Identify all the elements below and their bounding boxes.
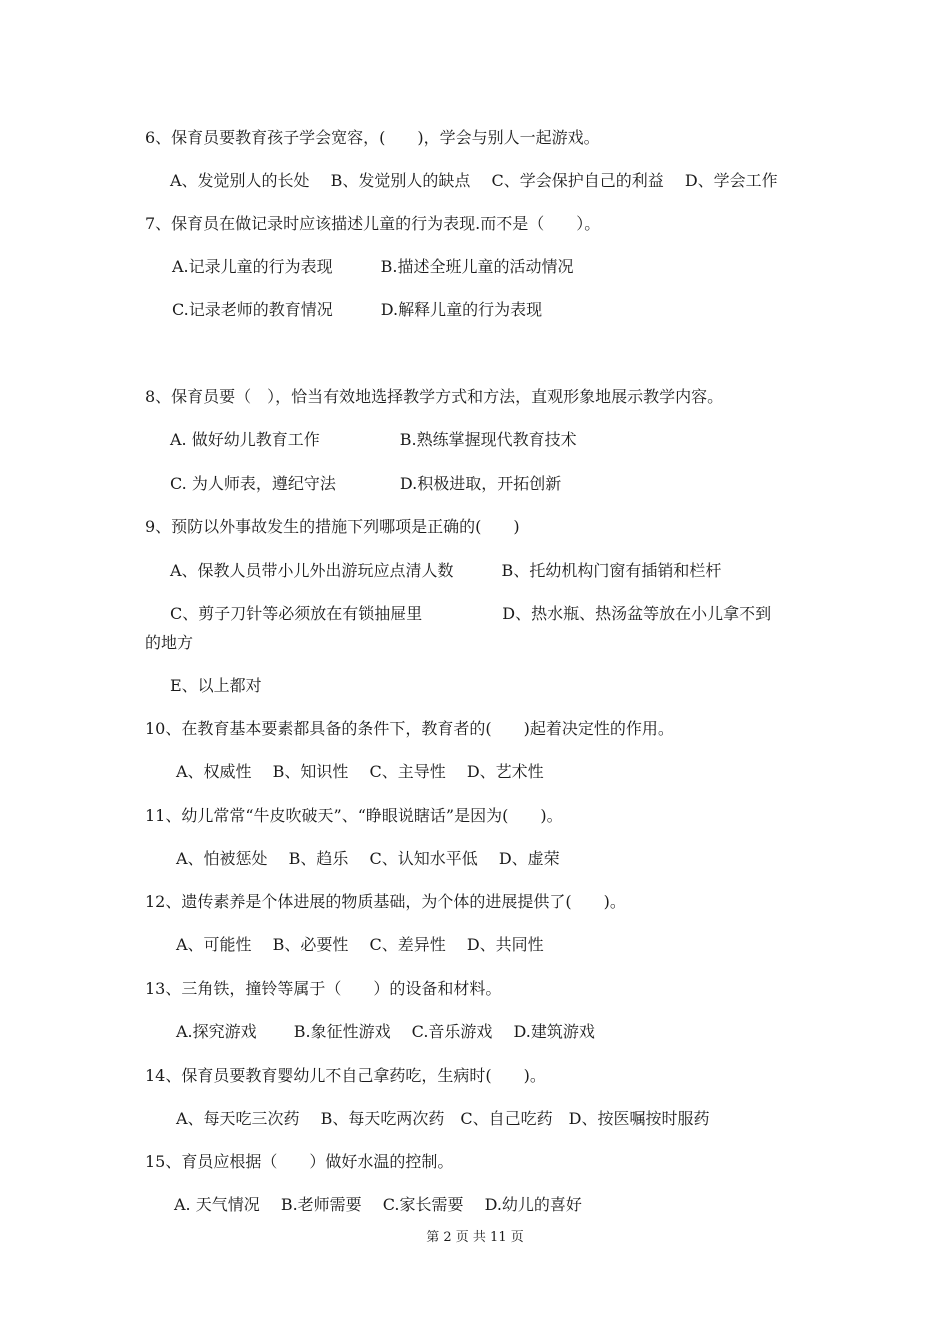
question-8-stem: 8、保育员要（ ），恰当有效地选择教学方式和方法，直观形象地展示教学内容。 xyxy=(145,387,724,406)
question-6-options: A、发觉别人的长处 B、发觉别人的缺点 C、学会保护自己的利益 D、学会工作 xyxy=(170,171,778,190)
question-9-options-line-3: 的地方 xyxy=(145,633,194,652)
question-8-options-line-1: A. 做好幼儿教育工作 B.熟练掌握现代教育技术 xyxy=(170,430,577,449)
question-13-options: A.探究游戏 B.象征性游戏 C.音乐游戏 D.建筑游戏 xyxy=(176,1022,595,1041)
question-10-stem: 10、在教育基本要素都具备的条件下，教育者的( )起着决定性的作用。 xyxy=(145,719,674,738)
question-6-stem: 6、保育员要教育孩子学会宽容，( )，学会与别人一起游戏。 xyxy=(145,128,600,147)
question-14-options: A、每天吃三次药 B、每天吃两次药 C、自己吃药 D、按医嘱按时服药 xyxy=(176,1109,710,1128)
question-9-options-line-2: C、剪子刀针等必须放在有锁抽屉里 D、热水瓶、热汤盆等放在小儿拿不到 xyxy=(170,604,772,623)
question-7-stem: 7、保育员在做记录时应该描述儿童的行为表现.而不是（ ）。 xyxy=(145,214,601,233)
question-8-options-line-2: C. 为人师表，遵纪守法 D.积极进取，开拓创新 xyxy=(170,474,562,493)
question-9-options-line-4: E、以上都对 xyxy=(170,676,262,695)
question-13-stem: 13、三角铁，撞铃等属于（ ）的设备和材料。 xyxy=(145,979,502,998)
question-7-options-line-1: A.记录儿童的行为表现 B.描述全班儿童的活动情况 xyxy=(172,257,574,276)
question-14-stem: 14、保育员要教育婴幼儿不自己拿药吃，生病时( )。 xyxy=(145,1066,546,1085)
question-12-options: A、可能性 B、必要性 C、差异性 D、共同性 xyxy=(176,935,544,954)
question-10-options: A、权威性 B、知识性 C、主导性 D、艺术性 xyxy=(176,762,544,781)
question-11-options: A、怕被惩处 B、趋乐 C、认知水平低 D、虚荣 xyxy=(176,849,560,868)
question-11-stem: 11、幼儿常常“牛皮吹破天”、“睁眼说瞎话”是因为( )。 xyxy=(145,806,563,825)
question-12-stem: 12、遗传素养是个体进展的物质基础，为个体的进展提供了( )。 xyxy=(145,892,626,911)
question-9-options-line-1: A、保教人员带小儿外出游玩应点清人数 B、托幼机构门窗有插销和栏杆 xyxy=(170,561,722,580)
question-7-options-line-2: C.记录老师的教育情况 D.解释儿童的行为表现 xyxy=(172,300,543,319)
page-number-footer: 第 2 页 共 11 页 xyxy=(426,1230,524,1245)
question-9-stem: 9、预防以外事故发生的措施下列哪项是正确的( ) xyxy=(145,517,520,536)
question-15-stem: 15、育员应根据（ ）做好水温的控制。 xyxy=(145,1152,454,1171)
question-15-options: A. 天气情况 B.老师需要 C.家长需要 D.幼儿的喜好 xyxy=(174,1195,582,1214)
